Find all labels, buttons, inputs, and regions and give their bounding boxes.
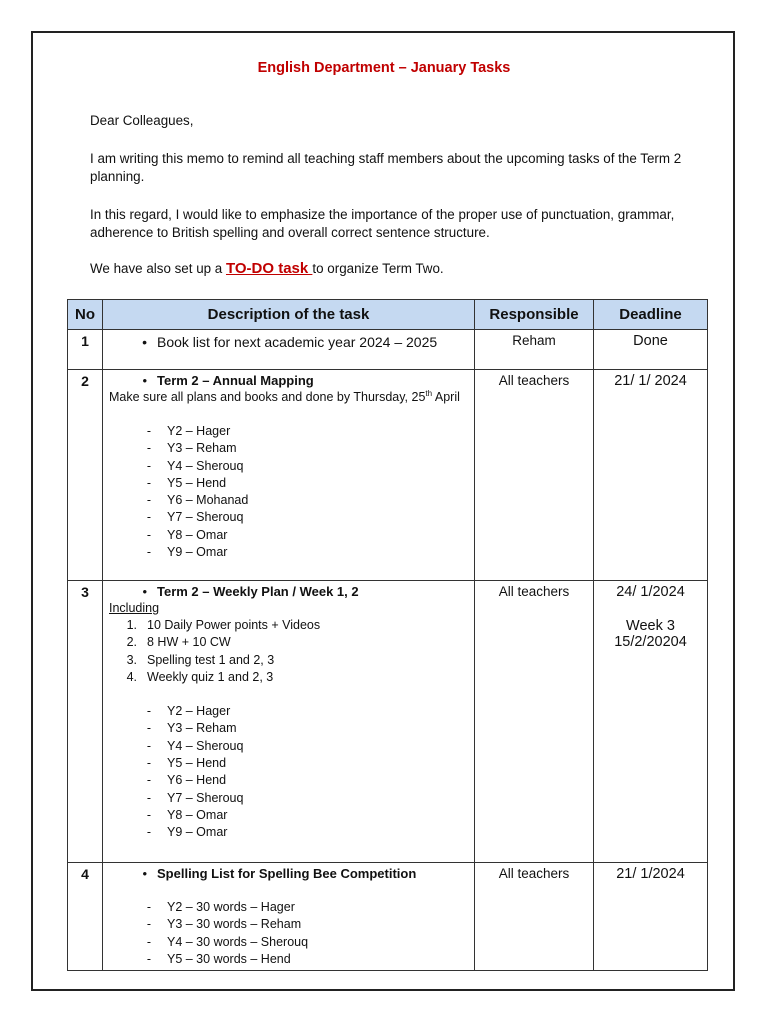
row-description — [103, 581, 475, 863]
bullet-icon: • — [142, 866, 147, 881]
list-item: 1. 10 Daily Power points + Videos — [126, 618, 321, 632]
list-item: - Y8 – Omar — [146, 527, 228, 542]
table-row — [68, 330, 708, 370]
table-row — [68, 863, 708, 971]
header-description: Description of the task — [103, 300, 475, 330]
task-note-text: Make sure all plans and books and done by Thursday, 25 — [109, 390, 426, 404]
paragraph-3-before: We have also set up a — [90, 261, 226, 276]
row-number: 3 — [68, 581, 103, 863]
paragraph-2: In this regard, I would like to emphasize the importance of the proper use of punctuation, grammar, adherence to British spelling and overall correct sentence structure. — [90, 207, 675, 240]
bullet-item — [109, 583, 474, 600]
list-item: - Y4 – 30 words – Sherouq — [146, 934, 309, 949]
todo-task-link[interactable]: TO-DO task — [225, 260, 313, 277]
row-description — [103, 370, 475, 581]
assignee-list — [109, 423, 474, 561]
row-deadline: 21/ 1/2024 — [594, 863, 708, 971]
table-row — [68, 370, 708, 581]
bullet-item — [109, 332, 474, 352]
task-title: Term 2 – Weekly Plan / Week 1, 2 — [157, 584, 359, 599]
row-description — [103, 330, 475, 370]
list-item: - Y3 – Reham — [146, 721, 237, 736]
list-item: - Y2 – Hager — [146, 704, 231, 719]
row-number: 4 — [68, 863, 103, 971]
list-item: - Y4 – Sherouq — [146, 738, 244, 753]
tasks-table — [67, 299, 708, 971]
row-deadline: Done — [594, 330, 708, 370]
list-item: - Y7 – Sherouq — [146, 790, 244, 805]
header-responsible: Responsible — [475, 300, 594, 330]
including-label: Including — [109, 601, 160, 615]
greeting: Dear Colleagues, — [90, 113, 194, 128]
document-title: English Department – January Tasks — [257, 60, 511, 76]
list-item: - Y3 – Reham — [146, 441, 237, 456]
list-item: - Y9 – Omar — [146, 545, 228, 560]
list-item: - Y3 – 30 words – Reham — [146, 917, 302, 932]
deadline-week: Week 3 — [626, 618, 675, 634]
paragraph-3-after: to organize Term Two. — [312, 261, 444, 276]
list-item: - Y2 – Hager — [146, 424, 231, 438]
list-item: - Y4 – Sherouq — [146, 458, 244, 473]
deadline-date-2: 15/2/20204 — [614, 634, 687, 650]
list-item: - Y8 – Omar — [146, 807, 228, 822]
task-title: Term 2 – Annual Mapping — [157, 373, 314, 388]
list-item: - Y9 – Omar — [146, 825, 228, 840]
row-responsible: All teachers — [475, 863, 594, 971]
row-deadline: 21/ 1/ 2024 — [594, 370, 708, 581]
row-number: 2 — [68, 370, 103, 581]
row-number: 1 — [68, 330, 103, 370]
list-item: - Y5 – Hend — [146, 756, 227, 771]
list-item: - Y2 – 30 words – Hager — [146, 900, 295, 914]
task-title: Book list for next academic year 2024 – 2025 — [157, 334, 438, 350]
bullet-item — [109, 372, 474, 389]
list-item: 2. 8 HW + 10 CW — [126, 635, 231, 650]
table-header-row — [68, 300, 708, 330]
list-item: 4. Weekly quiz 1 and 2, 3 — [126, 669, 274, 684]
header-deadline: Deadline — [594, 300, 708, 330]
task-title: Spelling List for Spelling Bee Competition — [157, 866, 417, 881]
row-responsible: Reham — [475, 330, 594, 370]
list-item: - Y7 – Sherouq — [146, 510, 244, 525]
numbered-list — [109, 617, 474, 686]
bullet-icon: • — [142, 373, 147, 388]
list-item: 3. Spelling test 1 and 2, 3 — [126, 652, 275, 667]
row-responsible: All teachers — [475, 370, 594, 581]
task-note — [109, 389, 474, 406]
list-item: - Y5 – 30 words – Hend — [146, 951, 291, 966]
paragraph-3 — [90, 260, 690, 278]
deadline-date: 24/ 1/2024 — [616, 584, 685, 600]
task-note-after: April — [432, 390, 460, 404]
bullet-icon: • — [142, 334, 147, 350]
row-responsible: All teachers — [475, 581, 594, 863]
row-deadline — [594, 581, 708, 863]
task-note-superscript: th — [425, 388, 433, 398]
table-row — [68, 581, 708, 863]
assignee-list — [109, 703, 474, 841]
list-item: - Y6 – Mohanad — [146, 493, 249, 508]
paragraph-1: I am writing this memo to remind all teaching staff members about the upcoming tasks of the Term 2 planning. — [90, 151, 682, 184]
header-no: No — [68, 300, 103, 330]
assignee-list — [109, 899, 474, 968]
bullet-item — [109, 865, 474, 882]
bullet-icon: • — [142, 584, 147, 599]
row-description — [103, 863, 475, 971]
list-item: - Y5 – Hend — [146, 475, 227, 490]
list-item: - Y6 – Hend — [146, 773, 227, 788]
